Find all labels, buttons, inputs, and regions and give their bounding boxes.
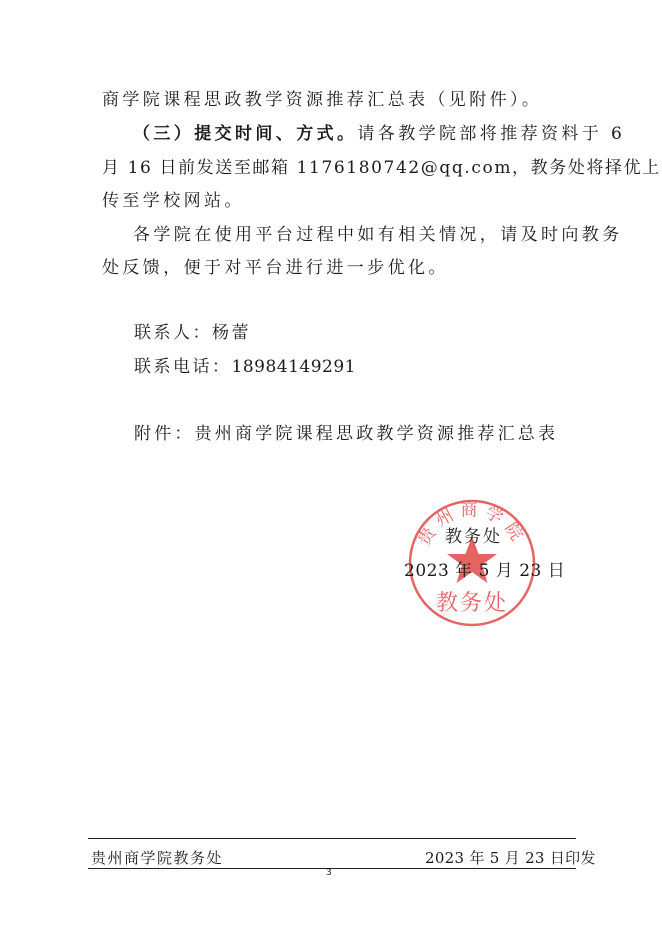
paragraph-line [133,123,625,145]
footer-issuer: 贵州商学院教务处 [91,849,224,867]
section-heading: （三）提交时间、方式。 [133,124,358,144]
paragraph-line: 处反馈，便于对平台进行进一步优化。 [102,258,449,278]
paragraph-line: 月 16 日前发送至邮箱 1176180742@qq.com，教务处将择优上 [102,158,661,178]
paragraph-text: 请各教学院部将推荐资料于 6 [357,124,626,144]
attachment-line [134,423,558,445]
contact-person-label: 联系人： [134,323,212,343]
footer-issue-date: 2023 年 5 月 23 日印发 [425,849,596,867]
paragraph-line: 各学院在使用平台过程中如有相关情况，请及时向教务 [133,225,623,245]
contact-phone-label: 联系电话： [134,357,232,377]
contact-phone-number: 18984149291 [231,357,356,377]
contact-phone [134,356,356,378]
attachment-label: 附件： [134,424,195,444]
footer-top-rule [88,838,576,839]
contact-person-name: 杨蕾 [212,323,251,343]
svg-text:贵州商学院: 贵州商学院 [414,500,530,550]
attachment-title: 贵州商学院课程思政教学资源推荐汇总表 [194,424,559,444]
svg-text:教务处: 教务处 [435,591,509,616]
footer-bottom-rule [88,868,576,869]
signature-date: 2023 年 5 月 23 日 [404,561,566,581]
paragraph-line: 商学院课程思政教学资源推荐汇总表（见附件）。 [102,90,543,110]
signature-issuer: 教务处 [445,527,502,547]
contact-person [134,322,251,344]
paragraph-line: 传至学校网站。 [102,191,245,211]
page-number: 3 [326,868,332,878]
